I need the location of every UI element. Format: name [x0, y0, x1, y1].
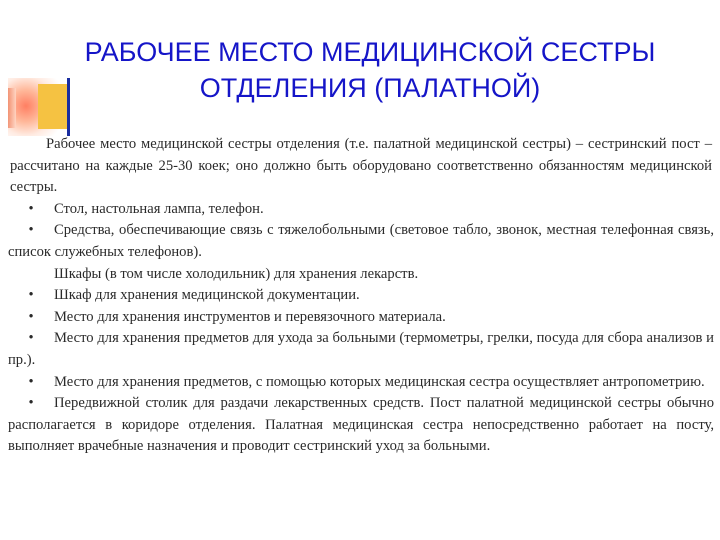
list-item-text: Место для хранения инструментов и перевязочного материала.: [54, 308, 446, 325]
list-item-text: Шкафы (в том числе холодильник) для хранения лекарств.: [54, 265, 419, 282]
orange-bar-shape: [8, 88, 16, 128]
slide-body: [8, 134, 714, 458]
list-item-text: Место для хранения предметов для ухода за больными (термометры, грелки, посуда для сбора анализов и пр.).: [8, 330, 714, 368]
list-item: [8, 220, 714, 263]
list-item-text: Передвижной столик для раздачи лекарственных средств. Пост палатной медицинской сестры обычно располагается в коридоре отделения. Палатная медицинская сестра непосредственно работает на посту, выполняет врачебные назначения и проводит сестринский уход за больными.: [8, 395, 714, 455]
intro-paragraph: Рабочее место медицинской сестры отделения (т.е. палатной медицинской сестры) – сестринский пост – рассчитано на каждые 25-30 коек; оно должно быть оборудовано соответственно обязанностям медицинской сестры.: [10, 136, 712, 196]
list-item-text: Средства, обеспечивающие связь с тяжелобольными (световое табло, звонок, местная телефонная связь, список служебных телефонов).: [8, 222, 714, 260]
list-item: [8, 372, 714, 394]
bullet-glyph-icon: •: [28, 395, 34, 412]
list-item-text: Место для хранения предметов, с помощью которых медицинская сестра осуществляет антропометрию.: [54, 373, 705, 390]
bullet-glyph-icon: •: [28, 200, 34, 217]
list-item: [8, 264, 714, 286]
list-item: [8, 199, 714, 221]
page-title: РАБОЧЕЕ МЕСТО МЕДИЦИНСКОЙ СЕСТРЫ ОТДЕЛЕНИЯ (ПАЛАТНОЙ): [84, 37, 656, 103]
bullet-glyph-icon: •: [28, 308, 34, 325]
list-item-text: Шкаф для хранения медицинской документации.: [54, 287, 360, 304]
bullet-glyph-icon: •: [28, 287, 34, 304]
bullet-glyph-icon: •: [28, 373, 34, 390]
list-item: [8, 393, 714, 458]
list-item: [8, 285, 714, 307]
list-item: [8, 328, 714, 371]
bullet-glyph-icon: •: [28, 222, 34, 239]
list-item: [8, 307, 714, 329]
bullet-glyph-icon: •: [28, 330, 34, 347]
list-item-text: Стол, настольная лампа, телефон.: [54, 200, 264, 217]
